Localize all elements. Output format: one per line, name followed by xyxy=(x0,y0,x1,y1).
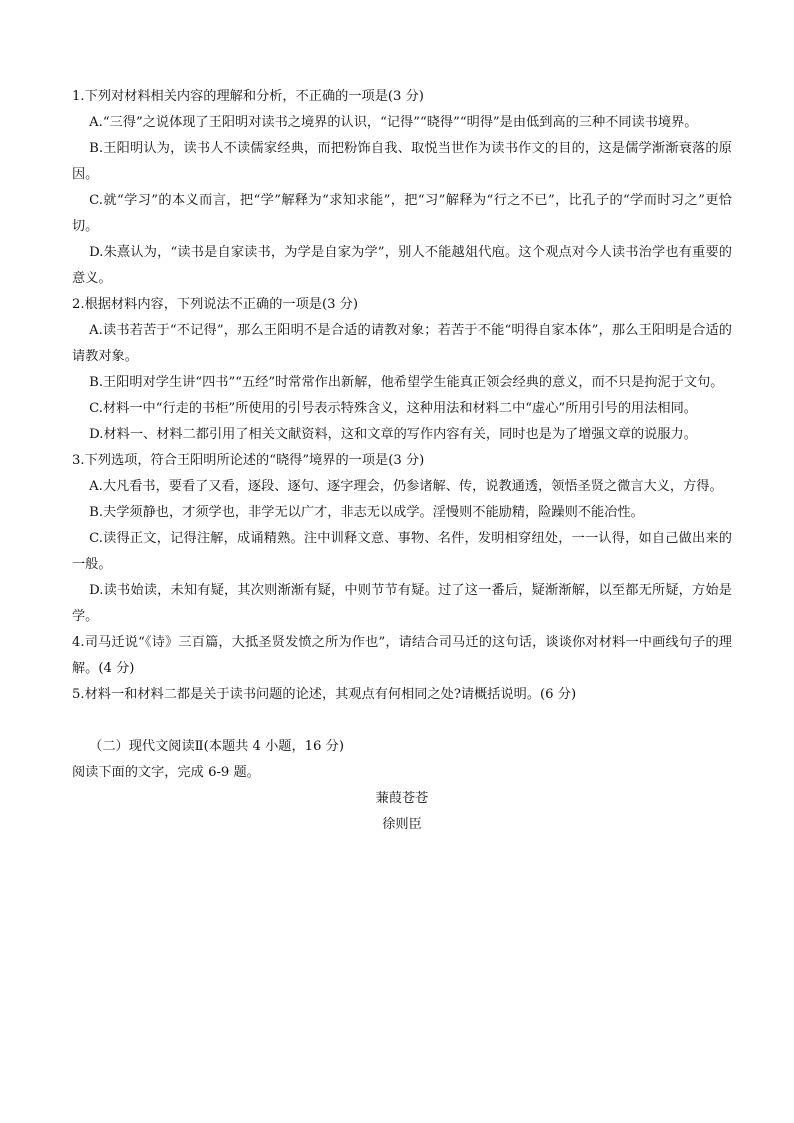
section-2-instruction: 阅读下面的文字，完成 6-9 题。 xyxy=(72,765,260,780)
question-1-option-c: C.就“学习”的本义而言，把“学”解释为“求知求能”，把“习”解释为“行之不已”，比孔子的“学而时习之”更恰切。 xyxy=(72,193,732,234)
question-3-option-d: D.读书始读，未知有疑，其次则渐渐有疑，中则节节有疑。过了这一番后，疑渐渐解，以至都无所疑，方始是学。 xyxy=(72,583,732,624)
question-3-option-a: A.大凡看书，要看了又看，逐段、逐句、逐字理会，仍参诸解、传，说教通透，领悟圣贤之微言大义，方得。 xyxy=(89,479,723,494)
article-title: 蒹葭苍苍 xyxy=(375,791,429,806)
question-5-stem: 5.材料一和材料二都是关于读书问题的论述，其观点有何相同之处?请概括说明。(6 分) xyxy=(72,687,577,702)
question-2-stem: 2.根据材料内容，下列说法不正确的一项是(3 分) xyxy=(72,297,359,312)
question-2-option-d: D.材料一、材料二都引用了相关文献资料，这和文章的写作内容有关，同时也是为了增强文章的说服力。 xyxy=(89,427,697,442)
question-2-option-b: B.王阳明对学生讲“四书”“五经”时常常作出新解，他希望学生能真正领会经典的意义，而不只是拘泥于文句。 xyxy=(89,375,724,390)
question-4-stem: 4.司马迁说“《诗》三百篇，大抵圣贤发愤之所为作也”，请结合司马迁的这句话，谈谈你对材料一中画线句子的理解。(4 分) xyxy=(72,635,732,676)
question-3-option-c: C.读得正文，记得注解，成诵精熟。注中训释文意、事物、名件，发明相穿纽处，一一认得，如自己做出来的一般。 xyxy=(72,531,732,572)
section-2-title: （二）现代文阅读Ⅱ(本题共 4 小题，16 分) xyxy=(89,739,344,754)
question-1-option-b: B.王阳明认为，读书人不读儒家经典，而把粉饰自我、取悦当世作为读书作文的目的，这是儒学渐渐衰落的原因。 xyxy=(72,141,732,182)
article-author: 徐则臣 xyxy=(382,817,422,832)
question-3-stem: 3.下列选项，符合王阳明所论述的“晓得”境界的一项是(3 分) xyxy=(72,453,425,468)
question-2-option-c: C.材料一中“行走的书柜”所使用的引号表示特殊含义，这种用法和材料二中“虚心”所用引号的用法相同。 xyxy=(89,401,697,416)
exam-page xyxy=(72,84,732,838)
question-1-stem: 1.下列对材料相关内容的理解和分析，不正确的一项是(3 分) xyxy=(72,89,424,104)
question-2-option-a: A.读书若苦于“不记得”，那么王阳明不是合适的请教对象；若苦于不能“明得自家本体”，那么王阳明是合适的请教对象。 xyxy=(72,323,732,364)
question-1-option-d: D.朱熹认为，“读书是自家读书，为学是自家为学”，别人不能越俎代庖。这个观点对今人读书治学也有重要的意义。 xyxy=(72,245,732,286)
question-1-option-a: A.“三得”之说体现了王阳明对读书之境界的认识，“记得”“晓得”“明得”是由低到高的三种不同读书境界。 xyxy=(89,115,698,130)
question-3-option-b: B.夫学须静也，才须学也，非学无以广才，非志无以成学。淫慢则不能励精，险躁则不能冶性。 xyxy=(89,505,644,520)
